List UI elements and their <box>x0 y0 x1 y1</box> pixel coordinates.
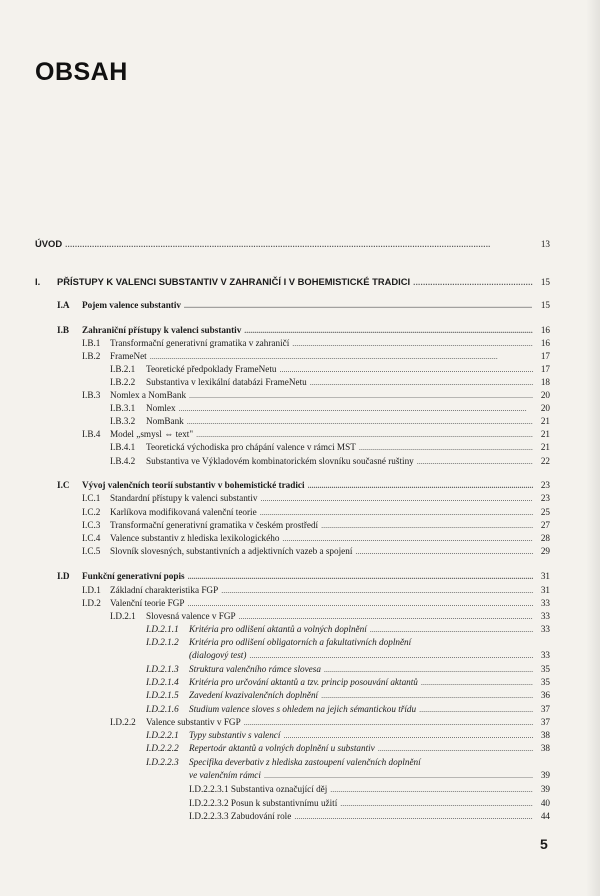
toc-entry-title: Substantiva ve Výkladovém kombinatorickém slovníku současné ruštiny <box>146 456 414 466</box>
dot-leader <box>421 677 533 689</box>
toc-entry-number: I.A <box>57 300 70 310</box>
toc-entry <box>189 797 550 809</box>
toc-entry <box>146 703 550 715</box>
dot-leader <box>330 784 533 796</box>
toc-entry-page: 20 <box>540 390 550 400</box>
dot-leader <box>221 585 533 597</box>
toc-entry-title: Model „smysl ⇔ text" <box>110 429 194 439</box>
toc-entry-title: Typy substantiv s valencí <box>189 730 281 740</box>
page-number: 5 <box>540 836 548 852</box>
toc-entry-page: 29 <box>540 546 550 556</box>
toc-entry-title: Základní charakteristika FGP <box>110 585 219 595</box>
toc-entry-title: Vývoj valenčních teorií substantiv v bohemistické tradici <box>82 480 305 490</box>
toc-entry-page: 27 <box>540 520 550 530</box>
toc-entry-page: 23 <box>540 480 550 490</box>
toc-entry-title: ÚVOD <box>35 238 63 249</box>
toc-entry-title: Kritéria pro odlišení aktantů a volných doplnění <box>189 624 367 634</box>
toc-entry-page: 17 <box>540 351 550 361</box>
toc-entry-title: Kritéria pro určování aktantů a tzv. princip posouvání aktantů <box>189 677 418 687</box>
toc-entry-page: 35 <box>540 664 550 674</box>
dot-leader <box>264 770 533 782</box>
toc-entry <box>146 623 550 635</box>
dot-leader <box>413 277 533 289</box>
toc-entry-number: I.B.2.1 <box>110 364 136 374</box>
toc-entry-page: 44 <box>540 811 550 821</box>
dot-leader <box>355 546 533 558</box>
toc-entry-title: (dialogový test) <box>189 650 247 660</box>
toc-entry-page: 31 <box>540 585 550 595</box>
toc-entry-title: Valence substantiv v FGP <box>146 717 241 727</box>
dot-leader <box>321 520 533 532</box>
toc-entry-title: FrameNet <box>110 351 147 361</box>
toc-entry <box>82 389 550 401</box>
toc-entry <box>35 238 550 250</box>
toc-entry-page: 39 <box>540 770 550 780</box>
toc-entry-page: 20 <box>540 403 550 413</box>
dot-leader <box>279 364 533 376</box>
toc-entry <box>82 506 550 518</box>
toc-entry <box>82 492 550 504</box>
toc-entry <box>146 676 550 688</box>
toc-entry-page: 21 <box>540 416 550 426</box>
toc-entry-page: 38 <box>540 730 550 740</box>
toc-entry-title: Funkční generativní popis <box>82 571 185 581</box>
toc-entry <box>57 570 550 582</box>
toc-entry-page: 16 <box>540 338 550 348</box>
toc-entry-title: Standardní přístupy k valenci substantiv <box>110 493 258 503</box>
toc-entry-number: I.B.2.2 <box>110 377 136 387</box>
toc-entry-page: 13 <box>540 239 550 249</box>
dot-leader <box>417 456 533 468</box>
toc-entry-title: Struktura valenčního rámce slovesa <box>189 664 321 674</box>
toc-entry-title: Zahraniční přístupy k valenci substantiv <box>82 325 242 335</box>
toc-entry-page: 22 <box>540 456 550 466</box>
toc-entry-title: Slovesná valence v FGP <box>146 611 236 621</box>
toc-entry <box>110 415 550 427</box>
toc-entry-number: I.D.2.1.4 <box>146 677 179 687</box>
dot-leader <box>244 325 533 337</box>
dot-leader <box>308 480 533 492</box>
toc-entry-number: I.D.2.2.1 <box>146 730 179 740</box>
toc-entry <box>82 350 550 362</box>
dot-leader <box>261 493 534 505</box>
toc-entry <box>82 597 550 609</box>
toc-entry-title: Repertoár aktantů a volných doplnění u substantiv <box>189 743 375 753</box>
toc-entry <box>146 636 550 648</box>
dot-leader <box>188 571 533 583</box>
toc-entry-title: NomBank <box>146 416 184 426</box>
dot-leader <box>292 338 533 350</box>
toc-entry-page: 31 <box>540 571 550 581</box>
toc-entry-number: I.D <box>57 571 70 581</box>
toc-entry-page: 37 <box>540 717 550 727</box>
dot-leader <box>321 690 533 702</box>
toc-entry-number: I.D.2.2 <box>110 717 136 727</box>
toc-entry-page: 15 <box>540 277 550 287</box>
toc-entry-title: Kritéria pro odlišení obligatorních a fakultativních doplnění <box>189 637 412 647</box>
toc-entry-title: Zavedení kvazivalenčních doplnění <box>189 690 319 700</box>
toc-entry-number: I. <box>35 276 41 287</box>
toc-entry-page: 36 <box>540 690 550 700</box>
toc-entry-page: 15 <box>540 300 550 310</box>
toc-entry-number: I.D.2.2.2 <box>146 743 179 753</box>
toc-entry <box>189 810 550 822</box>
toc-entry <box>57 299 550 311</box>
toc-entry-number: I.B.4.2 <box>110 456 136 466</box>
toc-entry-page: 40 <box>540 798 550 808</box>
toc-entry <box>82 545 550 557</box>
toc-entry <box>110 610 550 622</box>
toc-entry-title: I.D.2.2.3.1 Substantiva označující děj <box>189 784 328 794</box>
toc-entry-number: I.B.3.2 <box>110 416 136 426</box>
toc-entry <box>57 324 550 336</box>
dot-leader <box>378 743 533 755</box>
toc-entry-title: Valence substantiv z hlediska lexikologického <box>110 533 280 543</box>
toc-entry <box>110 716 550 728</box>
toc-entry <box>146 649 550 661</box>
toc-entry-number: I.C.2 <box>82 507 101 517</box>
toc-entry-title: Karlíkova modifikovaná valenční teorie <box>110 507 257 517</box>
toc-entry <box>146 769 550 781</box>
toc-entry-title: Transformační generativní gramatika v českém prostředí <box>110 520 319 530</box>
toc-entry-page: 28 <box>540 533 550 543</box>
toc-entry-page: 33 <box>540 650 550 660</box>
toc-entry-title: Nomlex <box>146 403 176 413</box>
toc-entry-title: Teoretické předpoklady FrameNetu <box>146 364 277 374</box>
dot-leader <box>419 704 533 716</box>
toc-entry-title: ve valenčním rámci <box>189 770 261 780</box>
dot-leader <box>294 811 533 823</box>
toc-entry-number: I.D.2.1.6 <box>146 704 179 714</box>
toc-entry-title: PŘÍSTUPY K VALENCI SUBSTANTIV V ZAHRANIČÍ I V BOHEMISTICKÉ TRADICI <box>57 276 411 287</box>
dot-leader <box>187 416 533 428</box>
dot-leader <box>65 239 533 251</box>
dot-leader <box>179 403 533 415</box>
toc-entry <box>146 742 550 754</box>
toc-entry <box>110 363 550 375</box>
dot-leader <box>188 598 533 610</box>
toc-entry <box>146 689 550 701</box>
toc-entry-title: I.D.2.2.3.2 Posun k substantivnímu užití <box>189 798 338 808</box>
toc-entry-number: I.D.1 <box>82 585 101 595</box>
toc-entry <box>189 783 550 795</box>
toc-entry-title: Teoretická východiska pro chápání valence v rámci MST <box>146 442 356 452</box>
toc-entry-number: I.D.2.1.5 <box>146 690 179 700</box>
toc-entry-number: I.B.3.1 <box>110 403 136 413</box>
dot-leader <box>324 664 533 676</box>
toc-entry-number: I.C.5 <box>82 546 101 556</box>
toc-entry <box>146 729 550 741</box>
toc-entry-page: 33 <box>540 598 550 608</box>
toc-entry-page: 33 <box>540 624 550 634</box>
toc-entry-number: I.C.1 <box>82 493 101 503</box>
toc-entry <box>35 276 550 288</box>
toc-entry-title: Pojem valence substantiv <box>82 300 182 310</box>
toc-entry <box>82 532 550 544</box>
toc-entry-page: 37 <box>540 704 550 714</box>
toc-entry-page: 25 <box>540 507 550 517</box>
toc-entry-title: Studium valence sloves s ohledem na jejich sémantickou třídu <box>189 704 417 714</box>
toc-entry <box>110 455 550 467</box>
toc-entry-title: Transformační generativní gramatika v zahraničí <box>110 338 290 348</box>
toc-entry <box>57 479 550 491</box>
toc-entry-title: Specifika deverbativ z hlediska zastoupení valenčních doplnění <box>189 757 421 767</box>
dot-leader <box>249 650 533 662</box>
page-edge-shadow <box>586 0 600 896</box>
toc-entry-number: I.B.3 <box>82 390 101 400</box>
toc-entry-page: 38 <box>540 743 550 753</box>
toc-entry-page: 23 <box>540 493 550 503</box>
dot-leader <box>283 730 533 742</box>
dot-leader <box>150 351 533 363</box>
toc-entry-page: 18 <box>540 377 550 387</box>
toc-entry <box>82 519 550 531</box>
toc-entry-title: Substantiva v lexikální databázi FrameNetu <box>146 377 307 387</box>
toc-entry-title: Valenční teorie FGP <box>110 598 185 608</box>
toc-entry <box>110 441 550 453</box>
dot-leader <box>282 533 533 545</box>
toc-entry-number: I.C.4 <box>82 533 101 543</box>
toc-entry-number: I.D.2.2.3 <box>146 757 179 767</box>
dot-leader <box>244 717 533 729</box>
toc-entry <box>110 402 550 414</box>
toc-entry-page: 16 <box>540 325 550 335</box>
dot-leader <box>184 300 533 312</box>
toc-entry-number: I.D.2.1.1 <box>146 624 179 634</box>
dot-leader <box>196 429 533 441</box>
toc-entry <box>110 376 550 388</box>
toc-entry <box>82 428 550 440</box>
toc-entry-number: I.D.2 <box>82 598 101 608</box>
toc-entry-number: I.D.2.1.2 <box>146 637 179 647</box>
toc-entry-title: Nomlex a NomBank <box>110 390 187 400</box>
toc-entry <box>82 337 550 349</box>
toc-entry-number: I.B.2 <box>82 351 101 361</box>
dot-leader <box>260 507 533 519</box>
dot-leader <box>310 377 533 389</box>
toc-entry-page: 17 <box>540 364 550 374</box>
page-title: OBSAH <box>35 58 128 86</box>
toc-entry-number: I.C.3 <box>82 520 101 530</box>
toc-entry-page: 33 <box>540 611 550 621</box>
toc-entry-page: 21 <box>540 442 550 452</box>
toc-entry-number: I.D.2.1.3 <box>146 664 179 674</box>
toc-entry-number: I.B <box>57 325 70 335</box>
toc-entry-page: 39 <box>540 784 550 794</box>
dot-leader <box>370 624 533 636</box>
toc-entry <box>82 584 550 596</box>
toc-entry-title: I.D.2.2.3.3 Zabudování role <box>189 811 292 821</box>
toc-entry-number: I.B.1 <box>82 338 101 348</box>
toc-entry-number: I.B.4 <box>82 429 101 439</box>
toc-entry <box>146 756 550 768</box>
toc-entry-number: I.C <box>57 480 70 490</box>
dot-leader <box>189 390 533 402</box>
toc-entry <box>146 663 550 675</box>
toc-entry-number: I.D.2.1 <box>110 611 136 621</box>
dot-leader <box>239 611 533 623</box>
toc-entry-title: Slovník slovesných, substantivních a adjektivních vazeb a spojení <box>110 546 353 556</box>
toc-entry-page: 21 <box>540 429 550 439</box>
toc-entry-page: 35 <box>540 677 550 687</box>
toc-entry-number: I.B.4.1 <box>110 442 136 452</box>
dot-leader <box>359 442 533 454</box>
dot-leader <box>340 798 533 810</box>
